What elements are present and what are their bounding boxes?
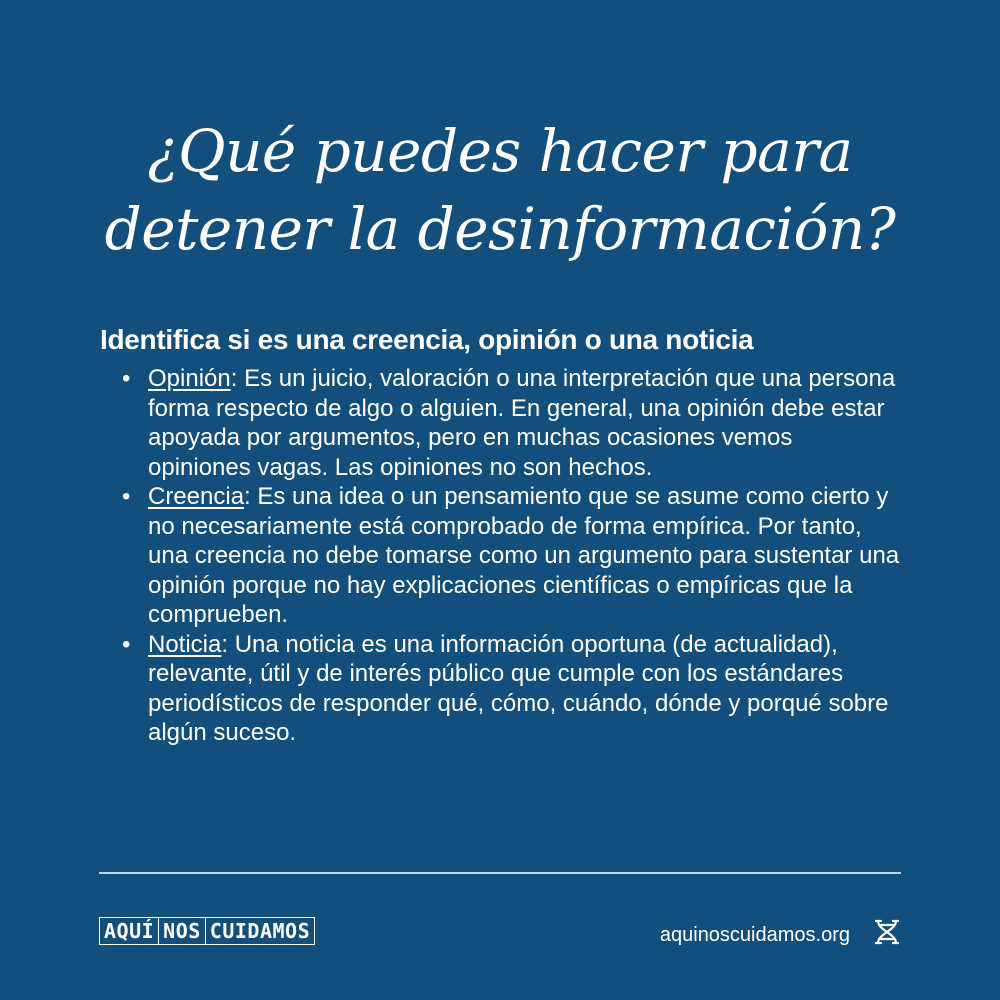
website-url: aquinoscuidamos.org [659,924,850,946]
logo-word-cuidamos: CUIDAMOS [205,918,314,944]
content-section [100,322,900,748]
logo-word-nos: NOS [158,918,205,944]
bullet-icon: • [122,365,131,392]
bullet-icon: • [122,483,131,510]
list-item-opinion [100,364,900,482]
dna-icon [873,918,901,946]
definition-noticia: : Una noticia es una información oportuna (de actualidad), relevante, útil y de interés público que cumple con los estándares periodísticos de responder qué, cómo, cuándo, dónde y porqué sobre algún suceso. [148,630,889,746]
term-opinion: Opinión [148,365,231,392]
brand-logo [99,917,315,945]
list-item-creencia [100,482,900,630]
section-heading: Identifica si es una creencia, opinión o una noticia [100,324,754,355]
title-line-1: ¿Qué puedes hacer para [147,117,853,185]
footer-divider [99,872,901,874]
definition-list [100,364,900,748]
page-title [60,112,940,268]
logo-word-aqui: AQUÍ [104,919,155,943]
definition-opinion: : Es un juicio, valoración o una interpretación que una persona forma respecto de algo o alguien. En general, una opinión debe estar apoyada por argumentos, pero en muchas ocasiones vemos opiniones vagas. Las opiniones no son hechos. [148,365,896,481]
definition-creencia: : Es una idea o un pensamiento que se asume como cierto y no necesariamente está comprobado de forma empírica. Por tanto, una creencia no debe tomarse como un argumento para sustentar una opinión porque no hay explicaciones científicas o empíricas que la comprueben. [148,483,900,628]
title-line-2: detener la desinformación? [104,195,896,263]
term-noticia: Noticia [148,630,222,658]
list-item-noticia [100,630,900,748]
bullet-icon: • [122,630,131,658]
term-creencia: Creencia [148,483,245,510]
